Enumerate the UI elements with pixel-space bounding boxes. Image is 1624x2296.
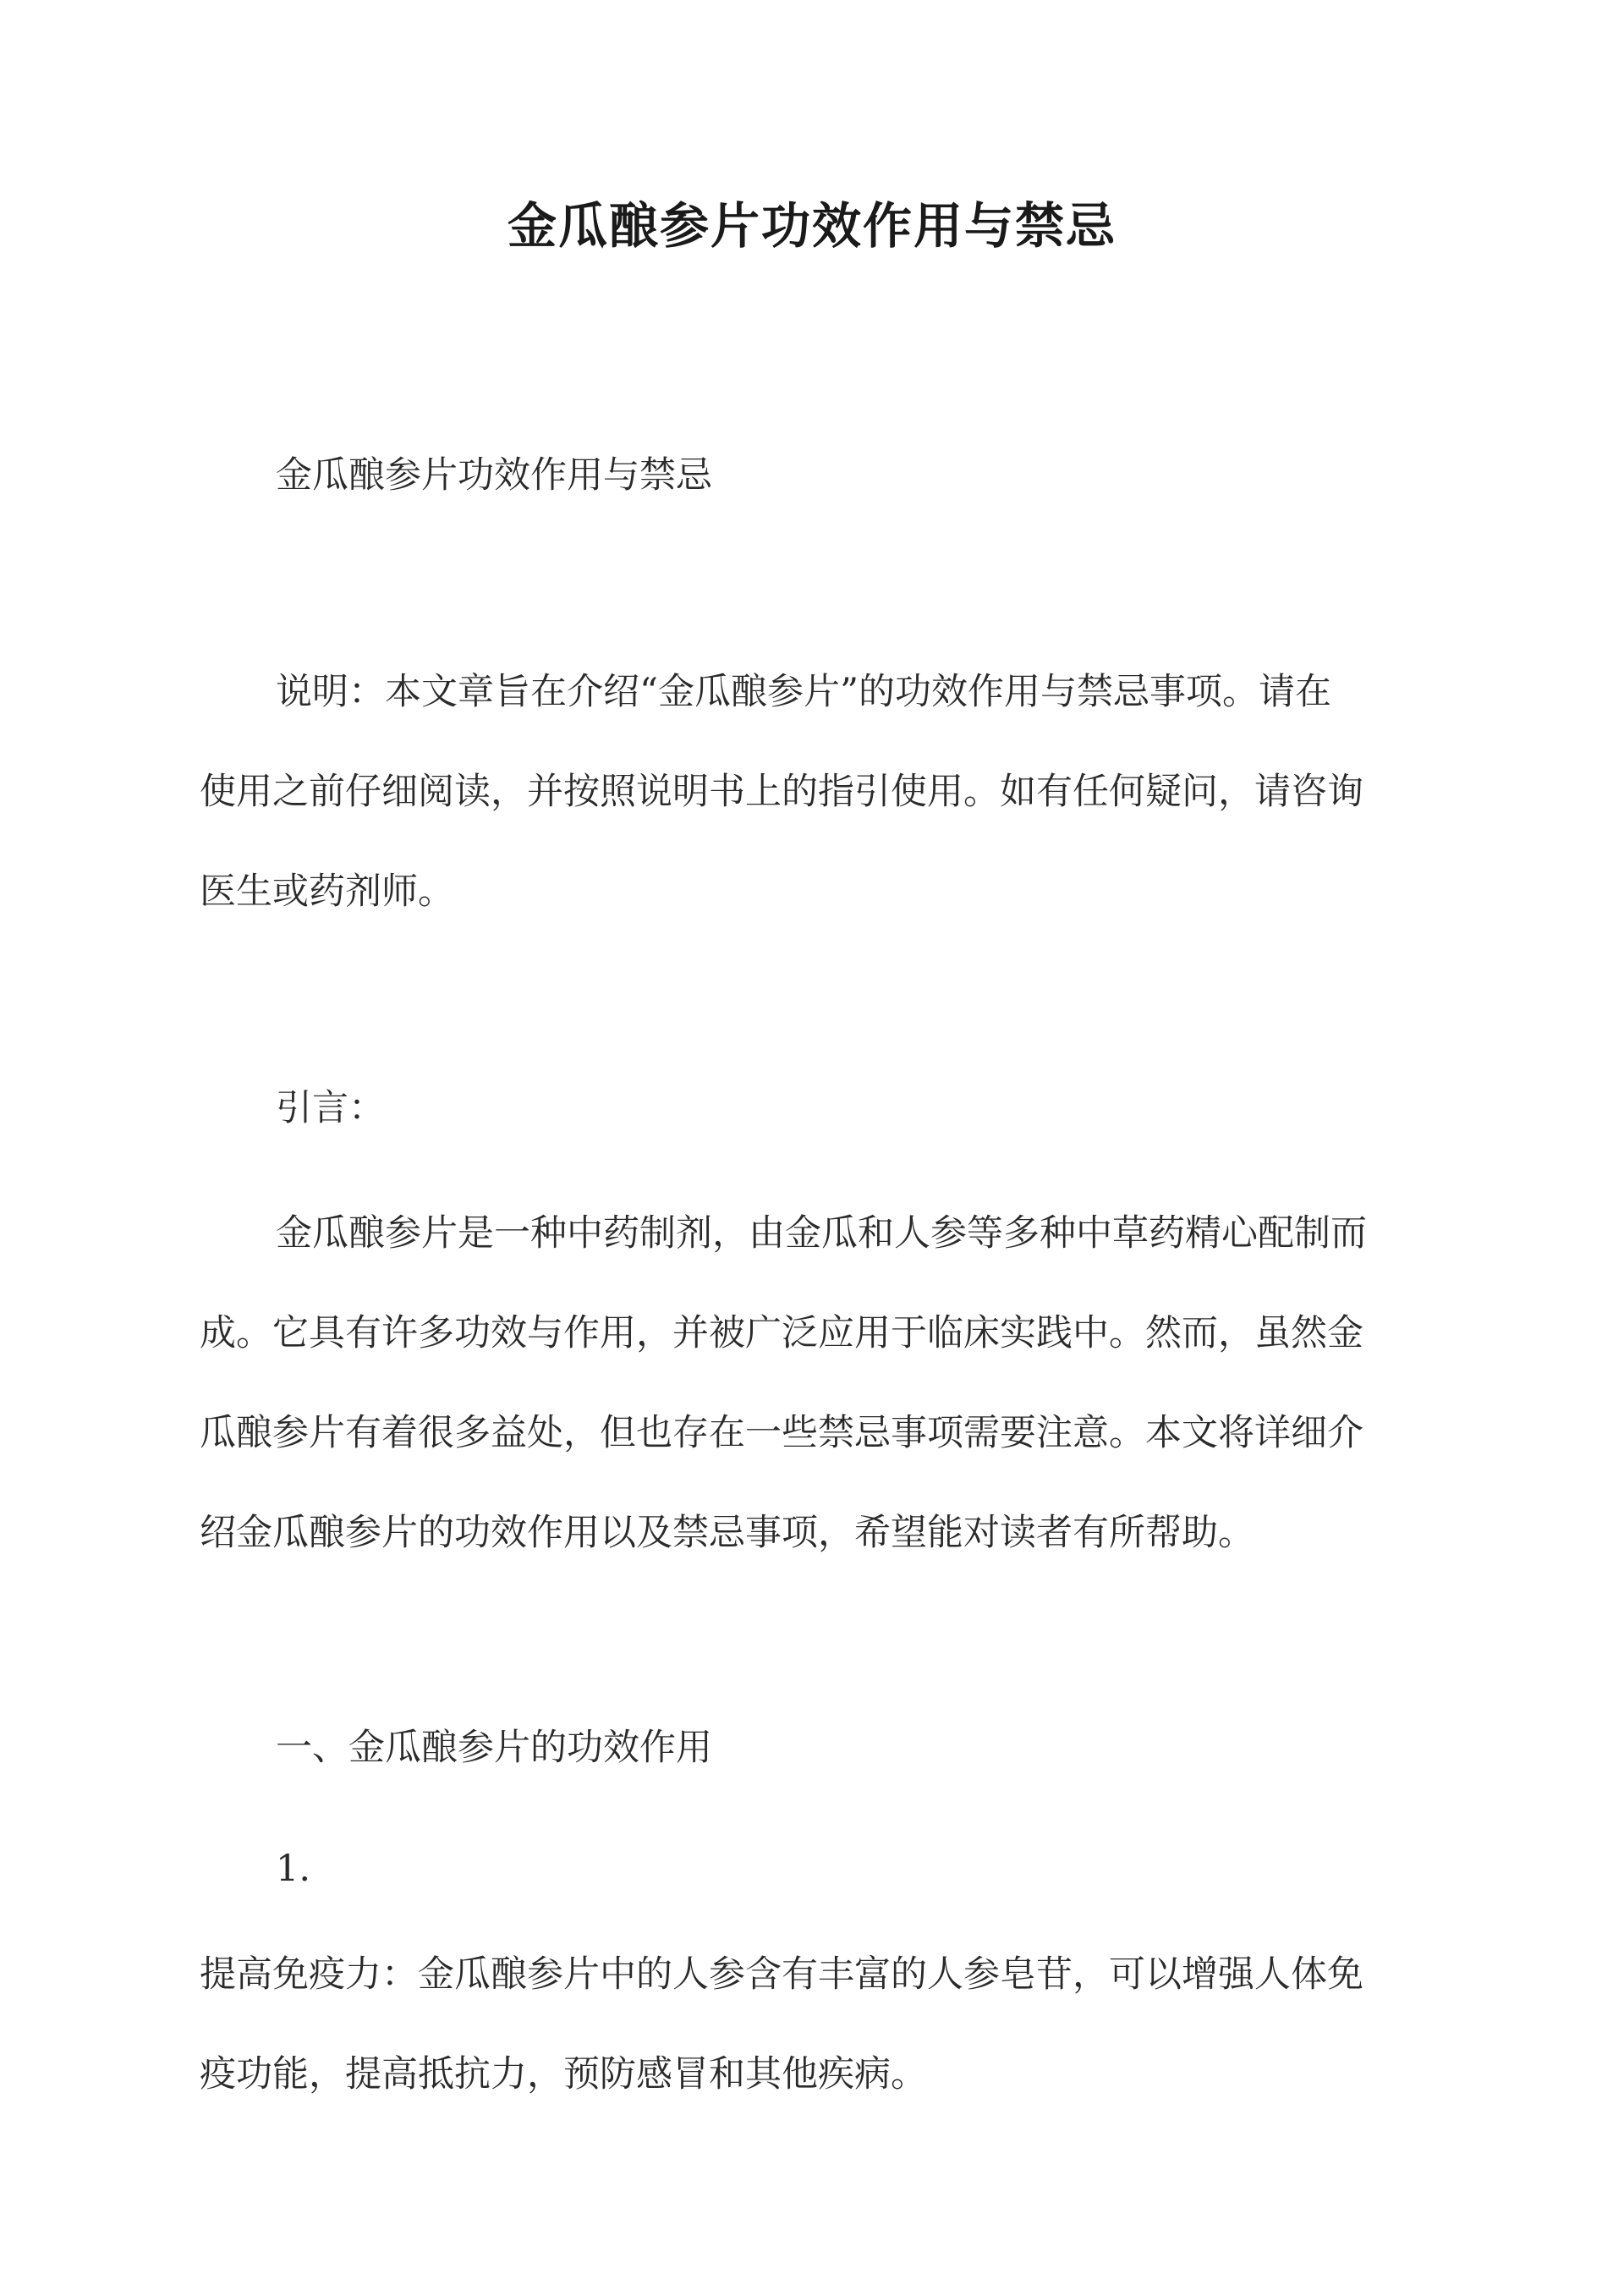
intro-line-4: 绍金瓜酿参片的功效作用以及禁忌事项，希望能对读者有所帮助。 — [200, 1512, 1254, 1554]
intro-line-3: 瓜酿参片有着很多益处，但也存在一些禁忌事项需要注意。本文将详细介 — [200, 1412, 1363, 1454]
item-line-2: 疫功能，提高抵抗力，预防感冒和其他疾病。 — [200, 2053, 927, 2096]
note-line-3: 医生或药剂师。 — [200, 871, 454, 913]
intro-heading: 引言： — [276, 1087, 385, 1129]
item-number: 1. — [276, 1848, 311, 1890]
item-line-1: 提高免疫力：金瓜酿参片中的人参含有丰富的人参皂苷，可以增强人体免 — [200, 1953, 1363, 1996]
document-title: 金瓜酿参片功效作用与禁忌 — [507, 197, 1116, 255]
document-subtitle: 金瓜酿参片功效作用与禁忌 — [276, 454, 712, 497]
note-line-2: 使用之前仔细阅读，并按照说明书上的指引使用。如有任何疑问，请咨询 — [200, 771, 1363, 813]
intro-line-1: 金瓜酿参片是一种中药制剂，由金瓜和人参等多种中草药精心配制而 — [276, 1212, 1367, 1255]
intro-line-2: 成。它具有许多功效与作用，并被广泛应用于临床实践中。然而，虽然金 — [200, 1312, 1363, 1354]
note-line-1: 说明：本文章旨在介绍“金瓜酿参片”的功效作用与禁忌事项。请在 — [276, 671, 1331, 713]
section-heading: 一、金瓜酿参片的功效作用 — [276, 1727, 712, 1769]
